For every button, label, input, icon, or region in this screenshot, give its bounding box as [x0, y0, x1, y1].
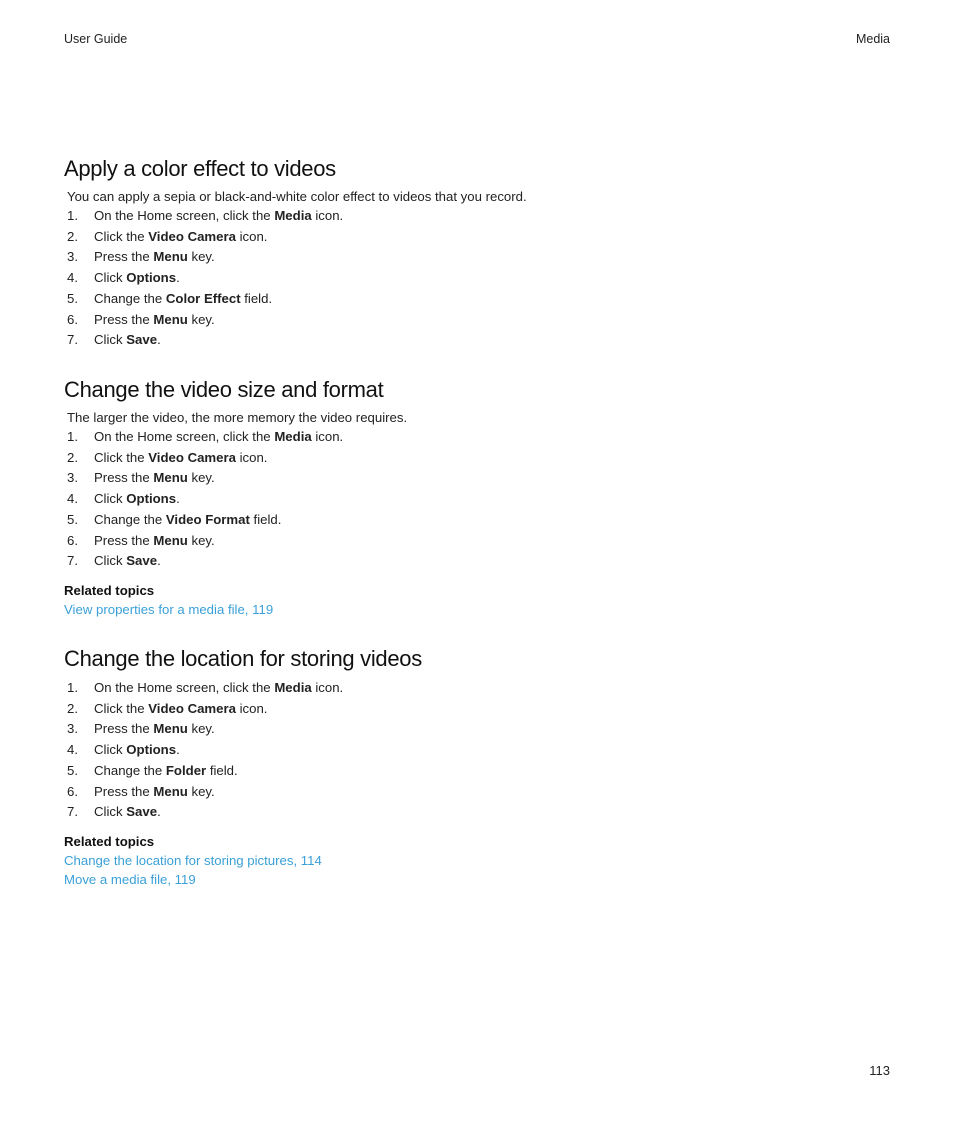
step-ui-term: Media — [274, 208, 312, 223]
step-item — [64, 782, 894, 803]
step-text: key. — [187, 249, 215, 265]
step-ui-term: Media — [274, 680, 312, 695]
step-text: Click the — [94, 700, 149, 716]
step-text: icon. — [235, 700, 268, 716]
step-ui-term: Options — [126, 491, 177, 507]
step-text: icon. — [311, 208, 344, 223]
step-ui-term: Color Effect — [165, 290, 241, 306]
step-item — [64, 551, 894, 572]
section-title: Apply a color effect to videos — [64, 156, 336, 181]
step-number: 2. — [67, 700, 78, 716]
step-number: 5. — [67, 290, 78, 306]
step-text: key. — [187, 721, 215, 737]
related-link-view-properties[interactable]: View properties for a media file, 119 — [64, 601, 274, 617]
step-ui-term: Video Camera — [148, 228, 236, 244]
related-topics-title: Related topics — [64, 833, 155, 849]
step-text: Change the — [94, 290, 166, 306]
step-text: key. — [187, 783, 215, 799]
step-item — [64, 206, 894, 227]
step-number: 7. — [67, 332, 78, 348]
step-number: 4. — [67, 270, 78, 286]
step-ui-term: Menu — [153, 721, 188, 737]
step-item — [64, 310, 894, 331]
step-number: 5. — [67, 762, 78, 778]
step-text: Click — [94, 332, 127, 348]
step-item — [64, 427, 894, 448]
step-ui-term: Menu — [153, 532, 188, 548]
step-item — [64, 289, 894, 310]
step-ui-term: Video Format — [165, 511, 250, 527]
step-text: Press the — [94, 470, 154, 486]
step-text: Click the — [94, 228, 149, 244]
step-text: . — [176, 491, 180, 507]
step-item — [64, 510, 894, 531]
section-storing-location — [64, 644, 894, 889]
step-number: 6. — [67, 311, 78, 327]
step-text: icon. — [311, 680, 344, 695]
step-item — [64, 247, 894, 268]
steps-list — [64, 678, 894, 823]
step-number: 5. — [67, 511, 78, 527]
section-title: Change the location for storing videos — [64, 646, 422, 671]
step-text: On the Home screen, click the — [94, 429, 275, 444]
step-item — [64, 268, 894, 289]
step-number: 3. — [67, 721, 78, 737]
section-title: Change the video size and format — [64, 377, 384, 402]
step-item — [64, 719, 894, 740]
step-ui-term: Options — [126, 742, 177, 758]
related-topics — [64, 581, 894, 619]
step-text: icon. — [235, 228, 268, 244]
step-number: 2. — [67, 449, 78, 465]
step-number: 4. — [67, 491, 78, 507]
step-ui-term: Menu — [153, 470, 188, 486]
step-ui-term: Menu — [153, 311, 188, 327]
step-number: 1. — [67, 429, 78, 444]
step-text: icon. — [311, 429, 344, 444]
header-guide-title: User Guide — [64, 32, 128, 46]
step-text: . — [157, 804, 161, 820]
step-item — [64, 740, 894, 761]
steps-list — [64, 206, 894, 351]
step-text: key. — [187, 532, 215, 548]
step-text: . — [176, 270, 180, 286]
step-text: On the Home screen, click the — [94, 208, 275, 223]
step-item — [64, 802, 894, 823]
step-text: field. — [249, 511, 282, 527]
section-video-size-format — [64, 375, 894, 619]
related-topics-title: Related topics — [64, 582, 155, 598]
step-text: Change the — [94, 762, 166, 778]
step-ui-term: Save — [126, 332, 158, 348]
step-text: Click — [94, 553, 127, 569]
step-number: 6. — [67, 783, 78, 799]
step-text: Change the — [94, 511, 166, 527]
header-chapter-title: Media — [855, 32, 890, 46]
step-text: Click — [94, 270, 127, 286]
step-ui-term: Save — [126, 553, 158, 569]
step-text: field. — [206, 762, 238, 778]
step-text: Click the — [94, 449, 149, 465]
related-topics — [64, 832, 894, 889]
step-number: 2. — [67, 228, 78, 244]
step-text: . — [157, 332, 161, 348]
step-ui-term: Folder — [165, 762, 207, 778]
step-number: 3. — [67, 249, 78, 265]
step-number: 3. — [67, 470, 78, 486]
step-text: Click — [94, 491, 127, 507]
step-text: key. — [187, 470, 215, 486]
step-text: key. — [187, 311, 215, 327]
step-item — [64, 489, 894, 510]
related-link-move-media-file[interactable]: Move a media file, 119 — [64, 871, 196, 887]
step-item — [64, 678, 894, 699]
step-text: On the Home screen, click the — [94, 680, 275, 695]
step-text: . — [157, 553, 161, 569]
step-number: 6. — [67, 532, 78, 548]
steps-list — [64, 427, 894, 572]
step-text: Click — [94, 804, 127, 820]
page-number: 113 — [869, 1063, 890, 1078]
step-item — [64, 699, 894, 720]
section-color-effect — [64, 154, 894, 351]
step-text: Press the — [94, 783, 154, 799]
step-text: . — [176, 742, 180, 758]
step-ui-term: Video Camera — [148, 449, 236, 465]
step-text: Press the — [94, 249, 154, 265]
step-text: icon. — [235, 449, 268, 465]
step-ui-term: Video Camera — [148, 700, 236, 716]
step-text: Click — [94, 742, 127, 758]
step-number: 4. — [67, 742, 78, 758]
section-intro: You can apply a sepia or black-and-white color effect to videos that you record. — [67, 189, 527, 204]
step-ui-term: Menu — [153, 249, 188, 265]
step-ui-term: Save — [126, 804, 158, 820]
step-text: field. — [240, 290, 273, 306]
step-text: Press the — [94, 721, 154, 737]
step-number: 7. — [67, 804, 78, 820]
section-intro: The larger the video, the more memory the video requires. — [67, 410, 408, 425]
step-item — [64, 227, 894, 248]
step-ui-term: Media — [274, 429, 312, 444]
step-ui-term: Menu — [153, 783, 188, 799]
step-number: 7. — [67, 553, 78, 569]
step-text: Press the — [94, 532, 154, 548]
step-text: Press the — [94, 311, 154, 327]
step-item — [64, 531, 894, 552]
step-number: 1. — [67, 208, 78, 223]
related-link-storing-pictures[interactable]: Change the location for storing pictures, 114 — [64, 852, 322, 868]
step-item — [64, 330, 894, 351]
step-item — [64, 468, 894, 489]
step-ui-term: Options — [126, 270, 177, 286]
step-item — [64, 761, 894, 782]
step-item — [64, 448, 894, 469]
step-number: 1. — [67, 680, 78, 695]
